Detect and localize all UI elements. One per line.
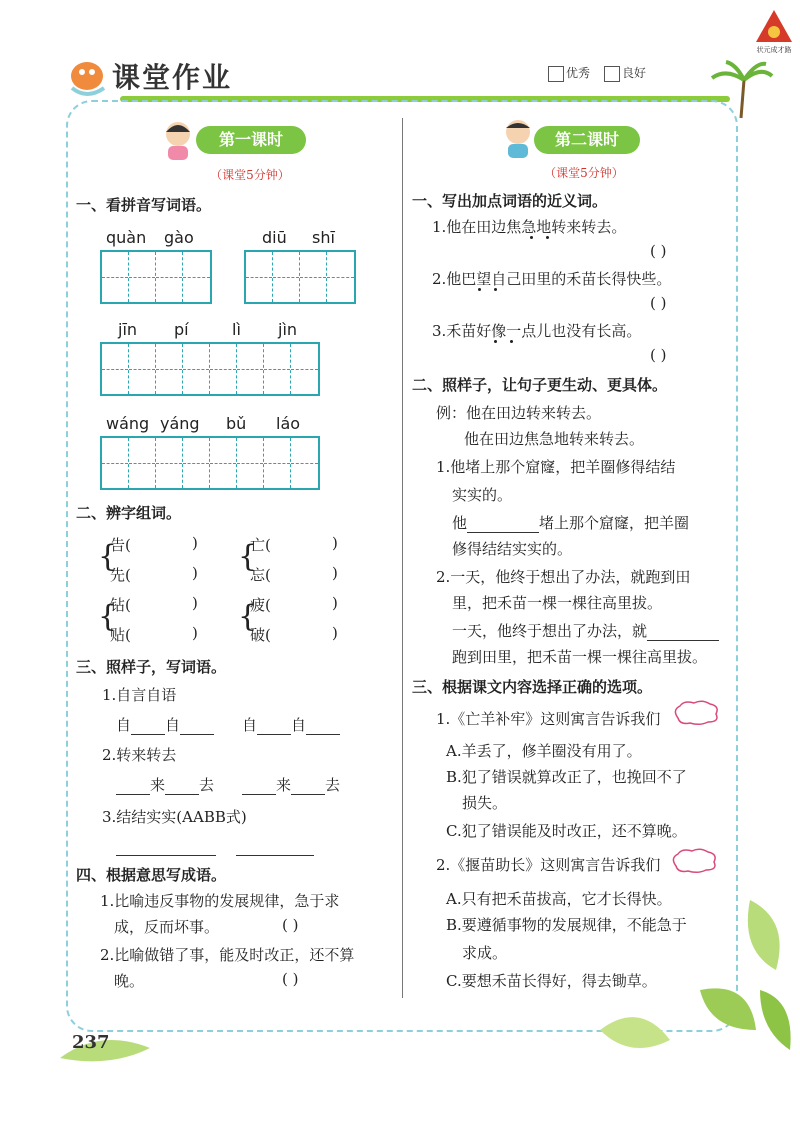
answer-paren[interactable]: ( ) (282, 916, 299, 934)
brace: { (98, 599, 118, 634)
char-item: 忘( (250, 566, 271, 584)
option: 求成。 (462, 944, 508, 962)
l-s3-item: 2.转来转去 (102, 746, 177, 764)
r-s2-heading: 二、照样子，让句子更生动、更具体。 (412, 376, 668, 394)
pinyin: quàn (106, 228, 147, 247)
pinyin: bǔ (226, 414, 247, 433)
leaves-decoration-icon (580, 880, 800, 1060)
lesson2-time-note: （课堂5分钟） (544, 166, 624, 180)
l-s4-item: 成，反而坏事。 (114, 918, 220, 936)
l-s1-heading: 一、看拼音写词语。 (76, 196, 212, 214)
pinyin: jìn (278, 320, 298, 339)
emphasis-dot (530, 236, 533, 239)
l-s3-item: 3.结结实实(AABB式) (102, 808, 247, 826)
pattern-answer[interactable]: 自 自 (116, 714, 214, 735)
brace: { (238, 539, 258, 574)
answer-line[interactable] (116, 838, 216, 856)
r-s1-heading: 一、写出加点词语的近义词。 (412, 192, 608, 210)
r-s3-heading: 三、根据课文内容选择正确的选项。 (412, 678, 653, 696)
option: B.要遵循事物的发展规律，不能急于 (446, 916, 687, 934)
pattern-answer[interactable]: 来 去 (242, 774, 340, 795)
char-item: 破( (250, 626, 271, 644)
r-s3-question: 2.《揠苗助长》这则寓言告诉我们 (436, 856, 661, 874)
example: 例：他在田边转来转去。 (436, 404, 602, 422)
page-number: 237 (72, 1032, 110, 1053)
paren-close: ) (192, 594, 198, 612)
r-s2-item: 1.他堵上那个窟窿，把羊圈修得结结 (436, 458, 676, 476)
answer-paren[interactable]: ( ) (650, 346, 667, 364)
writing-grid[interactable] (100, 436, 320, 490)
r-s2-item: 2.一天，他终于想出了办法，就跑到田 (436, 568, 691, 586)
brace: { (238, 599, 258, 634)
option: C.要想禾苗长得好，得去锄草。 (446, 972, 657, 990)
char-item: 贴( (110, 626, 131, 644)
r-s2-item: 里，把禾苗一棵一棵往高里拔。 (452, 594, 663, 612)
publisher-logo-icon (752, 8, 796, 54)
option: B.犯了错误就算改正了，也挽回不了 (446, 768, 687, 786)
paren-close: ) (192, 534, 198, 552)
option: A.只有把禾苗拔高，它才长得快。 (446, 890, 672, 908)
pinyin: gào (164, 228, 194, 247)
option: A.羊丢了，修羊圈没有用了。 (446, 742, 642, 760)
r-s2-item: 实实的。 (452, 486, 513, 504)
paren-close: ) (332, 534, 338, 552)
paren-close: ) (332, 564, 338, 582)
char-item: 疲( (250, 596, 271, 614)
answer-line[interactable] (236, 838, 314, 856)
lesson1-banner: 第一课时 (196, 126, 306, 154)
fill-in-answer[interactable]: 一天，他终于想出了办法，就 (452, 620, 719, 641)
example: 他在田边焦急地转来转去。 (464, 430, 645, 448)
brace: { (98, 539, 118, 574)
lesson2-banner: 第二课时 (534, 126, 640, 154)
option: 损失。 (462, 794, 508, 812)
writing-grid[interactable] (244, 250, 356, 304)
page-title: 课堂作业 (112, 61, 233, 94)
option: C.犯了错误能及时改正，还不算晚。 (446, 822, 687, 840)
r-s2-item: 跑到田里，把禾苗一棵一棵往高里拔。 (452, 648, 708, 666)
paren-close: ) (332, 624, 338, 642)
checkbox[interactable] (604, 66, 620, 82)
l-s4-item: 晚。 (114, 972, 145, 990)
fill-in-answer[interactable]: 他 堵上那个窟窿，把羊圈 (452, 514, 690, 532)
l-s3-heading: 三、照样子，写词语。 (76, 658, 227, 676)
boy-avatar-icon (500, 116, 536, 158)
emphasis-dot (546, 236, 549, 239)
svg-text:状元成才路: 状元成才路 (756, 46, 792, 54)
dragon-mascot-icon (62, 48, 112, 98)
r-s2-item: 修得结结实实的。 (452, 540, 573, 558)
pattern-answer[interactable]: 自 自 (242, 714, 340, 735)
answer-paren[interactable]: ( ) (650, 294, 667, 312)
l-s2-heading: 二、辨字组词。 (76, 504, 182, 522)
pinyin: jīn (118, 320, 138, 339)
answer-cloud-icon[interactable] (670, 848, 718, 874)
emphasis-dot (478, 288, 481, 291)
column-divider (402, 118, 403, 998)
writing-grid[interactable] (100, 250, 212, 304)
r-s1-item: 2.他巴望自己田里的禾苗长得快些。 (432, 270, 672, 288)
lesson1-time-note: （课堂5分钟） (210, 168, 290, 182)
paren-close: ) (332, 594, 338, 612)
checkbox[interactable] (548, 66, 564, 82)
char-item: 钻( (110, 596, 131, 614)
answer-paren[interactable]: ( ) (650, 242, 667, 260)
char-item: 亡( (250, 536, 271, 554)
pinyin: wáng (106, 414, 150, 433)
answer-paren[interactable]: ( ) (282, 970, 299, 988)
pinyin: láo (276, 414, 301, 433)
r-s3-question: 1.《亡羊补牢》这则寓言告诉我们 (436, 710, 661, 728)
emphasis-dot (494, 340, 497, 343)
grade-excellent[interactable]: 优秀 (548, 64, 590, 82)
paren-close: ) (192, 564, 198, 582)
pinyin: shī (312, 228, 335, 247)
char-item: 先( (110, 566, 131, 584)
pinyin: diū (262, 228, 287, 247)
paren-close: ) (192, 624, 198, 642)
l-s3-item: 1.自言自语 (102, 686, 177, 704)
answer-cloud-icon[interactable] (672, 700, 720, 726)
pinyin: yáng (160, 414, 200, 433)
girl-avatar-icon (160, 118, 196, 160)
pinyin: pí (174, 320, 189, 339)
r-s1-item: 3.禾苗好像一点儿也没有长高。 (432, 322, 642, 340)
grade-good[interactable]: 良好 (604, 64, 646, 82)
r-s1-item: 1.他在田边焦急地转来转去。 (432, 218, 627, 236)
l-s4-item: 2.比喻做错了事，能及时改正，还不算 (100, 946, 355, 964)
l-s4-heading: 四、根据意思写成语。 (76, 866, 227, 884)
pattern-answer[interactable]: 来 去 (116, 774, 214, 795)
emphasis-dot (510, 340, 513, 343)
writing-grid[interactable] (100, 342, 320, 396)
emphasis-dot (494, 288, 497, 291)
l-s4-item: 1.比喻违反事物的发展规律，急于求 (100, 892, 340, 910)
char-item: 告( (110, 536, 131, 554)
pinyin: lì (232, 320, 241, 339)
